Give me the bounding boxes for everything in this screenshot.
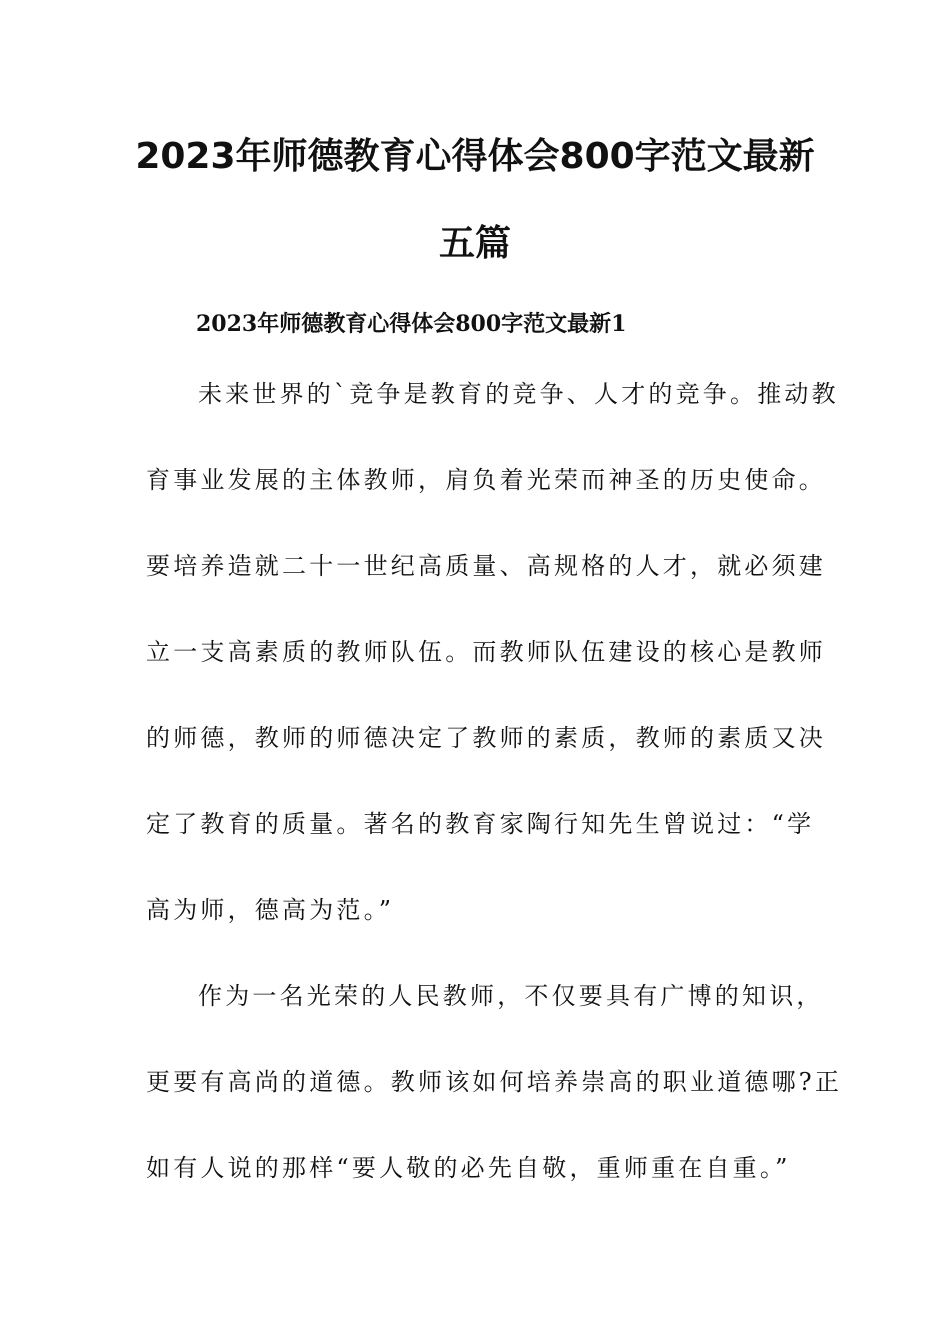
document-title-line-2: 五篇 [438,223,511,264]
paragraph-line: 作为一名光荣的人民教师，不仅要具有广博的知识， [198,982,824,1010]
paragraph-line: 育事业发展的主体教师，肩负着光荣而神圣的历史使命。 [146,466,826,494]
paragraph-line: 要培养造就二十一世纪高质量、高规格的人才，就必须建 [146,552,826,580]
paragraph-line: 定了教育的质量。著名的教育家陶行知先生曾说过：“学 [146,810,815,838]
paragraph-line: 高为师，德高为范。” [146,896,395,924]
document-title-line-1: 2023年师德教育心得体会800字范文最新 [135,136,815,177]
paragraph-line: 如有人说的那样“要人敬的必先自敬，重师重在自重。” [146,1154,791,1182]
paragraph-line: 的师德，教师的师德决定了教师的素质，教师的素质又决 [146,724,826,752]
paragraph-line: 立一支高素质的教师队伍。而教师队伍建设的核心是教师 [146,638,826,666]
section-heading: 2023年师德教育心得体会800字范文最新1 [196,311,627,337]
paragraph-line: 未来世界的`竞争是教育的竞争、人才的竞争。推动教 [198,380,839,408]
paragraph-line: 更要有高尚的道德。教师该如何培养崇高的职业道德哪?正 [146,1068,843,1096]
